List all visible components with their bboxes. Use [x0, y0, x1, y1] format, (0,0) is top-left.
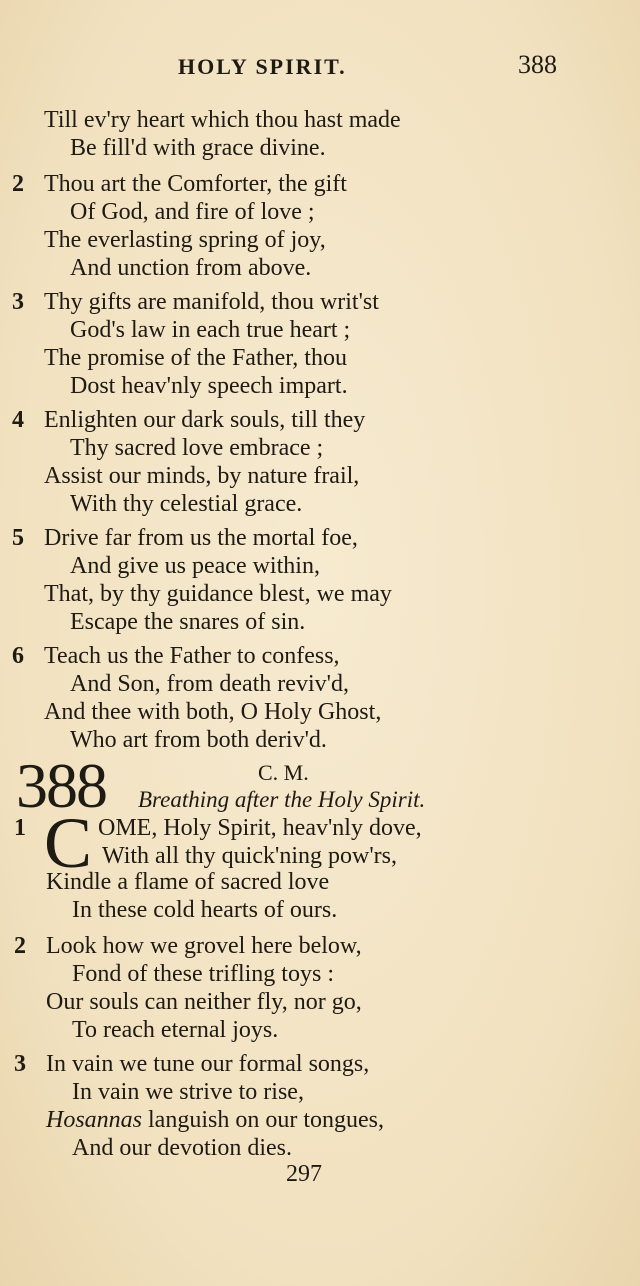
verse-line: Thy sacred love embrace ; — [70, 435, 324, 461]
hymn-number: 388 — [16, 750, 106, 821]
verse-line: In these cold hearts of ours. — [72, 897, 338, 923]
verse-line-rest: languish on our tongues, — [142, 1107, 384, 1133]
stanza-number: 3 — [12, 289, 24, 315]
verse-line: Look how we grovel here below, — [46, 933, 362, 959]
verse-line: The everlasting spring of joy, — [44, 227, 326, 253]
verse-line: To reach eternal joys. — [72, 1017, 279, 1043]
stanza-number: 4 — [12, 407, 24, 433]
verse-line — [46, 1106, 384, 1134]
verse-line: Till ev'ry heart which thou hast made — [44, 107, 401, 133]
verse-line: And give us peace within, — [70, 553, 320, 579]
stanza-number: 1 — [14, 815, 26, 841]
verse-line: The promise of the Father, thou — [44, 345, 347, 371]
verse-line: Be fill'd with grace divine. — [70, 135, 326, 161]
verse-line: With all thy quick'ning pow'rs, — [102, 843, 397, 869]
page-reference: 388 — [518, 50, 557, 79]
verse-line: Our souls can neither fly, nor go, — [46, 989, 362, 1015]
verse-line: Dost heav'nly speech impart. — [70, 373, 348, 399]
verse-line: And unction from above. — [70, 255, 312, 281]
stanza-number: 2 — [14, 933, 26, 959]
verse-line: Assist our minds, by nature frail, — [44, 463, 360, 489]
verse-line: Fond of these trifling toys : — [72, 961, 334, 987]
verse-line: Thy gifts are manifold, thou writ'st — [44, 289, 379, 315]
page-header — [0, 50, 640, 84]
verse-line: Teach us the Father to confess, — [44, 643, 340, 669]
verse-line: In vain we tune our formal songs, — [46, 1051, 370, 1077]
verse-line: And our devotion dies. — [72, 1135, 292, 1161]
verse-line: Escape the snares of sin. — [70, 609, 306, 635]
verse-line: Drive far from us the mortal foe, — [44, 525, 358, 551]
verse-line: Kindle a flame of sacred love — [46, 869, 330, 895]
verse-line: Enlighten our dark souls, till they — [44, 407, 366, 433]
drop-cap: C — [44, 803, 93, 883]
running-head: HOLY SPIRIT. — [178, 54, 347, 79]
verse-line: Of God, and fire of love ; — [70, 199, 315, 225]
stanza-number: 6 — [12, 643, 24, 669]
verse-line: God's law in each true heart ; — [70, 317, 351, 343]
verse-line: Thou art the Comforter, the gift — [44, 171, 347, 197]
page-number: 297 — [286, 1161, 322, 1187]
verse-line: OME, Holy Spirit, heav'nly dove, — [98, 815, 422, 841]
hymn-meter: C. M. — [258, 760, 309, 785]
verse-line: And thee with both, O Holy Ghost, — [44, 699, 382, 725]
verse-line: In vain we strive to rise, — [72, 1079, 304, 1105]
verse-line: Who art from both deriv'd. — [70, 727, 327, 753]
italic-word: Hosannas — [46, 1107, 143, 1133]
stanza-number: 5 — [12, 525, 24, 551]
stanza-number: 2 — [12, 171, 24, 197]
verse-line: With thy celestial grace. — [70, 491, 303, 517]
verse-line: And Son, from death reviv'd, — [70, 671, 349, 697]
verse-line: That, by thy guidance blest, we may — [44, 581, 392, 607]
stanza-number: 3 — [14, 1051, 26, 1077]
hymn-title: Breathing after the Holy Spirit. — [138, 787, 426, 812]
